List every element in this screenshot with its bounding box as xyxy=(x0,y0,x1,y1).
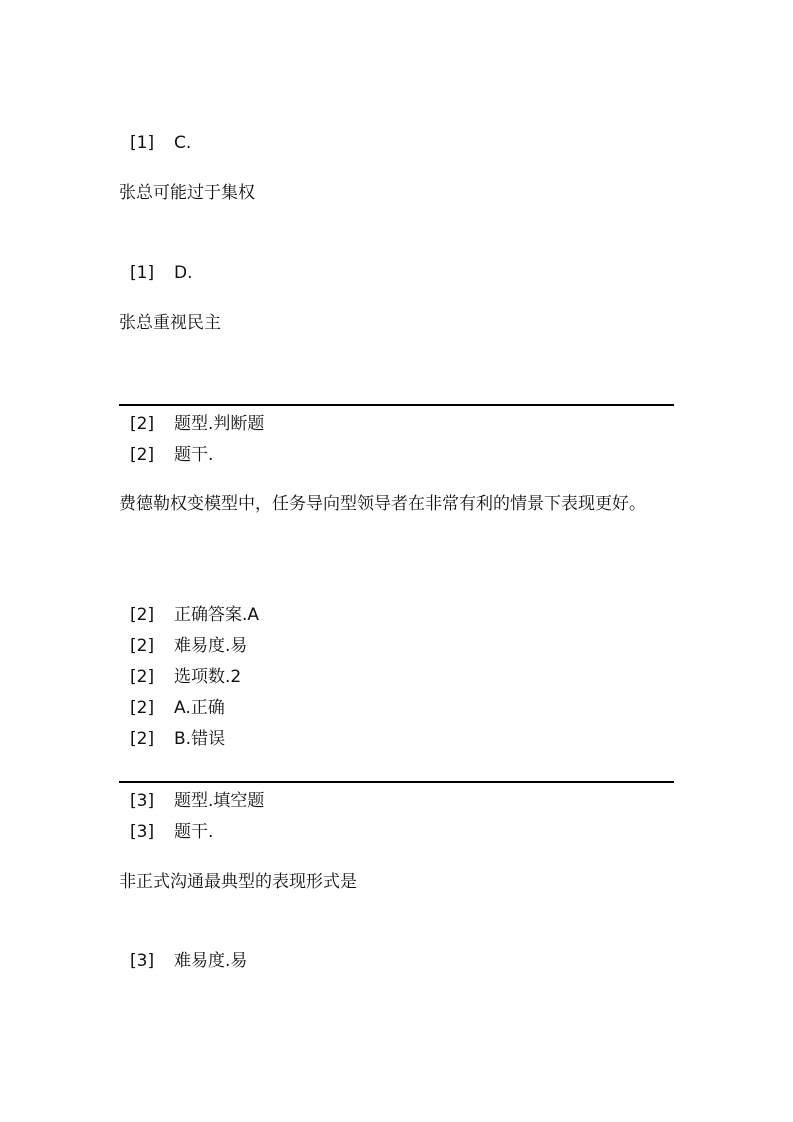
question-number: [3] xyxy=(130,791,155,811)
item-text: A.正确 xyxy=(174,698,225,718)
question-number: [2] xyxy=(130,636,155,656)
question-stem-text: 费德勒权变模型中，任务导向型领导者在非常有利的情景下表现更好。 xyxy=(119,494,646,514)
item-text: C. xyxy=(174,133,192,153)
question-divider xyxy=(119,404,674,406)
question-number: [1] xyxy=(130,133,155,153)
question-number: [2] xyxy=(130,698,155,718)
option-a-line xyxy=(130,697,225,719)
question-number: [2] xyxy=(130,667,155,687)
question-stem-line xyxy=(130,821,213,843)
question-type-line xyxy=(130,413,264,435)
correct-answer-line xyxy=(130,604,259,626)
item-text: 题型.填空题 xyxy=(174,791,265,811)
difficulty-line xyxy=(130,635,247,657)
item-text: 题干. xyxy=(174,822,214,842)
question-number: [3] xyxy=(130,951,155,971)
item-text: B.错误 xyxy=(174,729,226,749)
item-text: D. xyxy=(174,263,193,283)
question-number: [2] xyxy=(130,605,155,625)
question-number: [2] xyxy=(130,729,155,749)
item-text: 难易度.易 xyxy=(174,951,248,971)
question-number: [3] xyxy=(130,822,155,842)
option-d-text: 张总重视民主 xyxy=(119,313,221,333)
item-text: 正确答案.A xyxy=(174,605,260,625)
question-number: [2] xyxy=(130,414,155,434)
option-c-line xyxy=(130,132,191,154)
item-text: 难易度.易 xyxy=(174,636,248,656)
option-d-line xyxy=(130,262,193,284)
question-divider xyxy=(119,781,674,783)
question-type-line xyxy=(130,790,264,812)
question-number: [2] xyxy=(130,445,155,465)
item-text: 题型.判断题 xyxy=(174,414,265,434)
item-text: 题干. xyxy=(174,445,214,465)
option-c-text: 张总可能过于集权 xyxy=(119,183,255,203)
question-stem-line xyxy=(130,444,213,466)
question-number: [1] xyxy=(130,263,155,283)
option-count-line xyxy=(130,666,241,688)
question-stem-text: 非正式沟通最典型的表现形式是 xyxy=(119,872,357,892)
difficulty-line xyxy=(130,950,247,972)
option-b-line xyxy=(130,728,225,750)
item-text: 选项数.2 xyxy=(174,667,242,687)
